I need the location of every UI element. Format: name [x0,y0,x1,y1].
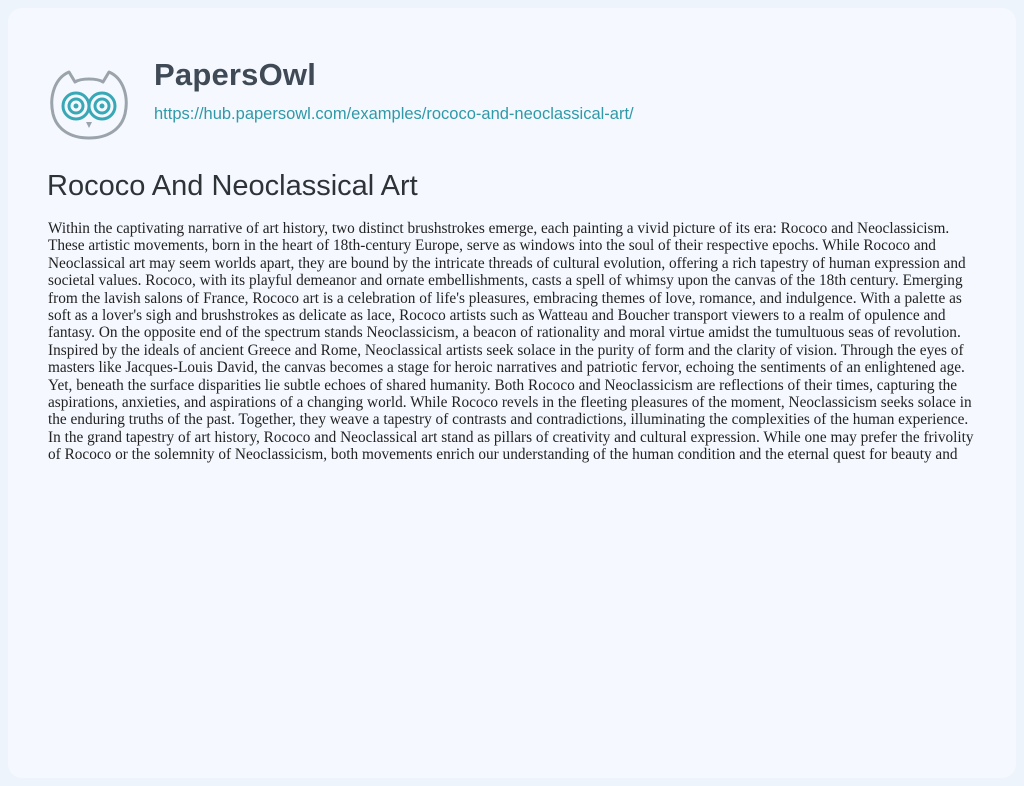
brand-name: PapersOwl [154,57,317,92]
article-title: Rococo And Neoclassical Art [47,170,418,202]
article-body: Within the captivating narrative of art history, two distinct brushstrokes emerge, each painting a vivid picture of its era: Rococo and Neoclassicism. These artistic movements, born in the heart of 18th-century Europe, serve as windows into the soul of their respective epochs. While Rococo and Neoclassical art may seem worlds apart, they are bound by the intricate threads of cultural evolution, offering a rich tapestry of human expression and societal values. Rococo, with its playful demeanor and ornate embellishments, casts a spell of whimsy upon the canvas of the 18th century. Emerging from the lavish salons of France, Rococo art is a celebration of life's pleasures, embracing themes of love, romance, and indulgence. With a palette as soft as a lover's sigh and brushstrokes as delicate as lace, Rococo artists such as Watteau and Boucher transport viewers to a realm of opulence and fantasy. On the opposite end of the spectrum stands Neoclassicism, a beacon of rationality and moral virtue amidst the tumultuous seas of revolution. Inspired by the ideals of ancient Greece and Rome, Neoclassical artists seek solace in the purity of form and the clarity of vision. Through the eyes of masters like Jacques-Louis David, the canvas becomes a stage for heroic narratives and patriotic fervor, echoing the sentiments of an enlightened age. Yet, beneath the surface disparities lie subtle echoes of shared humanity. Both Rococo and Neoclassicism are reflections of their times, capturing the aspirations, anxieties, and aspirations of a changing world. While Rococo revels in the fleeting pleasures of the moment, Neoclassicism seeks solace in the enduring truths of the past. Together, they weave a tapestry of contrasts and contradictions, illuminating the complexities of the human experience. In the grand tapestry of art history, Rococo and Neoclassical art stand as pillars of creativity and cultural expression. While one may prefer the frivolity of Rococo or the solemnity of Neoclassicism, both movements enrich our understanding of the human condition and the eternal quest for beauty and [48,220,974,464]
owl-logo-icon [47,66,131,140]
source-url-link[interactable]: https://hub.papersowl.com/examples/rococo-and-neoclassical-art/ [154,105,634,123]
